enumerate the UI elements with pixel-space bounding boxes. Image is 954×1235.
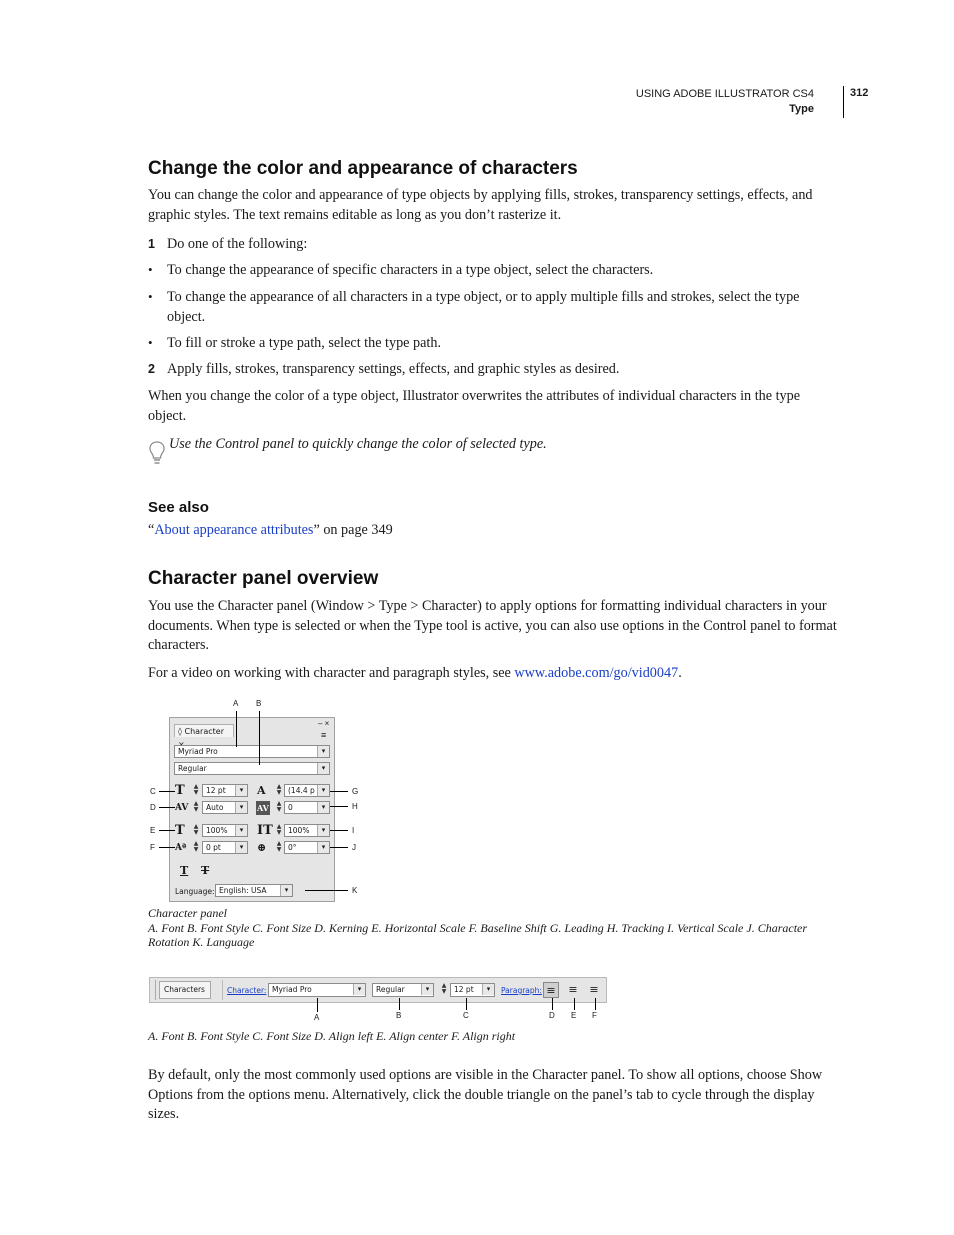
- figure-caption-control-panel: A. Font B. Font Style C. Font Size D. Align left E. Align center F. Align right: [148, 1029, 516, 1043]
- leading-field[interactable]: [284, 784, 330, 797]
- language-field[interactable]: [215, 884, 293, 897]
- vertical-scale-field[interactable]: [284, 824, 330, 837]
- chevron-down-icon[interactable]: ▾: [235, 785, 247, 796]
- bullet-item: To change the appearance of specific characters in a type object, select the characters.: [167, 262, 654, 278]
- header-divider: [843, 86, 844, 118]
- video-period: .: [678, 665, 682, 681]
- font-style-field[interactable]: [174, 762, 330, 775]
- callout-i: I: [352, 826, 355, 835]
- caption-legend: A. Font B. Font Style C. Font Size D. Kerning E. Horizontal Scale F. Baseline Shift G. Leading H. Tracking I. Vertical Scale J. Character Rotation K. Language: [148, 920, 808, 949]
- vscale-stepper[interactable]: ▲ ▼: [276, 823, 282, 836]
- character-link[interactable]: Character:: [227, 986, 267, 995]
- chevron-down-icon[interactable]: ▾: [317, 763, 329, 774]
- toolbar-style-field[interactable]: [372, 983, 434, 997]
- step-text: Do one of the following:: [167, 236, 308, 252]
- character-rotation-field[interactable]: [284, 841, 330, 854]
- baseline-shift-icon: Aª: [175, 843, 187, 853]
- callout-line: [236, 711, 237, 747]
- chevron-down-icon[interactable]: ▾: [235, 825, 247, 836]
- align-left-icon[interactable]: ≡: [543, 982, 559, 998]
- bullet-item: To change the appearance of all characters in a type object, or to apply multiple fills and strokes, select the type object.: [167, 289, 800, 325]
- callout-a: A: [233, 699, 239, 708]
- callout-line: [574, 998, 575, 1010]
- tip-text: Use the Control panel to quickly change the color of selected type.: [169, 436, 547, 452]
- figure-caption-character-panel: [148, 906, 840, 950]
- page-reference: ” on page 349: [313, 522, 393, 538]
- chevron-down-icon[interactable]: ▾: [317, 785, 329, 796]
- step-2: [148, 360, 840, 380]
- chevron-down-icon[interactable]: ▾: [235, 802, 247, 813]
- step-number: 2: [148, 362, 155, 376]
- intro-paragraph: You can change the color and appearance of type objects by applying fills, strokes, transparency settings, effects, and graphic styles. The text remains editable as long as you don’t rasterize it.: [148, 187, 813, 223]
- callout-b: B: [256, 699, 262, 708]
- toolbar-divider: [222, 980, 223, 1000]
- tracking-field[interactable]: [284, 801, 330, 814]
- baseline-shift-field[interactable]: [202, 841, 248, 854]
- kerning-stepper[interactable]: ▲ ▼: [193, 800, 199, 813]
- callout-f: F: [592, 1011, 597, 1020]
- callout-a: A: [314, 1013, 320, 1022]
- kerning-field[interactable]: [202, 801, 248, 814]
- vertical-scale-icon: IT: [257, 823, 273, 838]
- horizontal-scale-icon: T: [175, 823, 185, 838]
- toolbar-gripper[interactable]: [151, 980, 156, 1000]
- rotation-stepper[interactable]: ▲ ▼: [276, 840, 282, 853]
- control-panel-toolbar: [149, 977, 607, 1003]
- toolbar-size-field[interactable]: [450, 983, 495, 997]
- font-style-value: Regular: [178, 764, 207, 773]
- bullet-item: To fill or stroke a type path, select the type path.: [167, 335, 442, 351]
- callout-line: [330, 791, 348, 792]
- callout-k: K: [352, 886, 358, 895]
- note-paragraph: When you change the color of a type object, Illustrator overwrites the attributes of individual characters in the type object.: [148, 388, 801, 424]
- tracking-value: 0: [288, 803, 293, 812]
- language-label: Language:: [175, 887, 215, 896]
- font-family-field[interactable]: [174, 745, 330, 758]
- open-quote: “: [148, 522, 155, 538]
- language-value: English: USA: [219, 886, 267, 895]
- character-rotation-value: 0°: [288, 843, 297, 852]
- strikethrough-icon[interactable]: T: [201, 864, 210, 877]
- toolbar-font-value: Myriad Pro: [272, 985, 312, 994]
- toolbar-style-value: Regular: [376, 985, 405, 994]
- align-right-icon[interactable]: ≡: [589, 983, 599, 996]
- see-also-heading: See also: [148, 499, 209, 516]
- callout-g: G: [352, 787, 359, 796]
- size-stepper[interactable]: ▲ ▼: [193, 783, 199, 796]
- step-number: 1: [148, 237, 155, 251]
- callout-h: H: [352, 802, 358, 811]
- chapter-name: Type: [789, 103, 814, 115]
- chevron-down-icon[interactable]: ▾: [235, 842, 247, 853]
- callout-d: D: [549, 1011, 555, 1020]
- step-text: Apply fills, strokes, transparency settings, effects, and graphic styles as desired.: [167, 361, 620, 377]
- leading-value: (14.4 p: [288, 786, 315, 795]
- callout-line: [159, 807, 175, 808]
- callout-d: D: [150, 803, 156, 812]
- page-number: 312: [850, 87, 869, 99]
- horizontal-scale-value: 100%: [206, 826, 228, 835]
- callout-line: [595, 998, 596, 1010]
- callout-f: F: [150, 843, 155, 852]
- kerning-icon: AV: [175, 803, 189, 813]
- bullet-marker: •: [148, 262, 153, 277]
- baseline-stepper[interactable]: ▲ ▼: [193, 840, 199, 853]
- panel-minimize-icon[interactable]: – ×: [318, 719, 330, 728]
- characters-button[interactable]: Characters: [159, 981, 211, 999]
- lightbulb-icon: [147, 440, 167, 468]
- callout-e: E: [150, 826, 156, 835]
- toolbar-font-field[interactable]: [268, 983, 366, 997]
- callout-j: J: [352, 843, 356, 852]
- callout-line: [305, 890, 348, 891]
- section-heading-color: Change the color and appearance of characters: [148, 158, 578, 179]
- chevron-down-icon[interactable]: ▾: [482, 984, 494, 995]
- baseline-shift-value: 0 pt: [206, 843, 221, 852]
- bullet-marker: •: [148, 289, 153, 304]
- callout-line: [552, 998, 553, 1010]
- callout-line: [159, 791, 175, 792]
- vertical-scale-value: 100%: [288, 826, 310, 835]
- callout-c: C: [150, 787, 156, 796]
- callout-c: C: [463, 1011, 469, 1020]
- font-family-value: Myriad Pro: [178, 747, 218, 756]
- chevron-down-icon[interactable]: ▾: [317, 825, 329, 836]
- panel-menu-icon[interactable]: ≡: [321, 730, 327, 740]
- chevron-down-icon[interactable]: ▾: [280, 885, 292, 896]
- callout-line: [466, 998, 467, 1010]
- callout-line: [159, 847, 175, 848]
- kerning-value: Auto: [206, 803, 224, 812]
- chevron-down-icon[interactable]: ▾: [317, 802, 329, 813]
- leading-icon: A: [257, 784, 266, 797]
- underline-icon[interactable]: T: [180, 864, 189, 877]
- leading-stepper[interactable]: ▲ ▼: [276, 783, 282, 796]
- font-size-value: 12 pt: [206, 786, 226, 795]
- book-title: USING ADOBE ILLUSTRATOR CS4: [635, 88, 814, 100]
- toolbar-size-value: 12 pt: [454, 985, 474, 994]
- toolbar-size-stepper[interactable]: ▲ ▼: [441, 982, 447, 995]
- font-size-field[interactable]: [202, 784, 248, 797]
- align-center-icon[interactable]: ≡: [568, 983, 578, 996]
- display-options-paragraph: By default, only the most commonly used options are visible in the Character panel. To show all options, choose Show Options from the options menu. Alternatively, click the double triangle on the panel’s tab to cycle through the display sizes.: [148, 1067, 823, 1122]
- callout-e: E: [571, 1011, 577, 1020]
- callout-b: B: [396, 1011, 402, 1020]
- video-link[interactable]: www.adobe.com/go/vid0047: [514, 665, 679, 681]
- chevron-down-icon[interactable]: ▾: [421, 984, 433, 995]
- chevron-down-icon[interactable]: ▾: [353, 984, 365, 995]
- paragraph-link[interactable]: Paragraph:: [501, 986, 542, 995]
- running-header: [636, 87, 814, 117]
- font-size-icon: T: [175, 783, 185, 798]
- section-heading-character-panel: Character panel overview: [148, 568, 379, 589]
- bullet-marker: •: [148, 335, 153, 350]
- video-paragraph: [148, 664, 840, 684]
- callout-line: [330, 806, 348, 807]
- callout-line: [159, 830, 175, 831]
- appearance-attributes-link[interactable]: About appearance attributes: [154, 522, 314, 538]
- chevron-down-icon[interactable]: ▾: [317, 842, 329, 853]
- callout-line: [330, 847, 348, 848]
- horizontal-scale-field[interactable]: [202, 824, 248, 837]
- tracking-icon: AV: [257, 803, 269, 813]
- video-text: For a video on working with character and paragraph styles, see: [148, 665, 515, 681]
- character-panel: [169, 717, 335, 902]
- tab-character[interactable]: ◊ Character: [174, 724, 234, 737]
- step-1: [148, 235, 840, 255]
- caption-title: Character panel: [148, 906, 227, 920]
- callout-line: [259, 711, 260, 765]
- character-rotation-icon: ⊕: [257, 841, 267, 854]
- character-panel-paragraph: You use the Character panel (Window > Type > Character) to apply options for formatting individual characters in your documents. When type is selected or when the Type tool is active, you can also use options in the Control panel to format characters.: [148, 598, 837, 653]
- tracking-stepper[interactable]: ▲ ▼: [276, 800, 282, 813]
- see-also-reference: [148, 521, 840, 541]
- hscale-stepper[interactable]: ▲ ▼: [193, 823, 199, 836]
- chevron-down-icon[interactable]: ▾: [317, 746, 329, 757]
- callout-line: [330, 830, 348, 831]
- callout-line: [399, 998, 400, 1010]
- callout-line: [317, 998, 318, 1012]
